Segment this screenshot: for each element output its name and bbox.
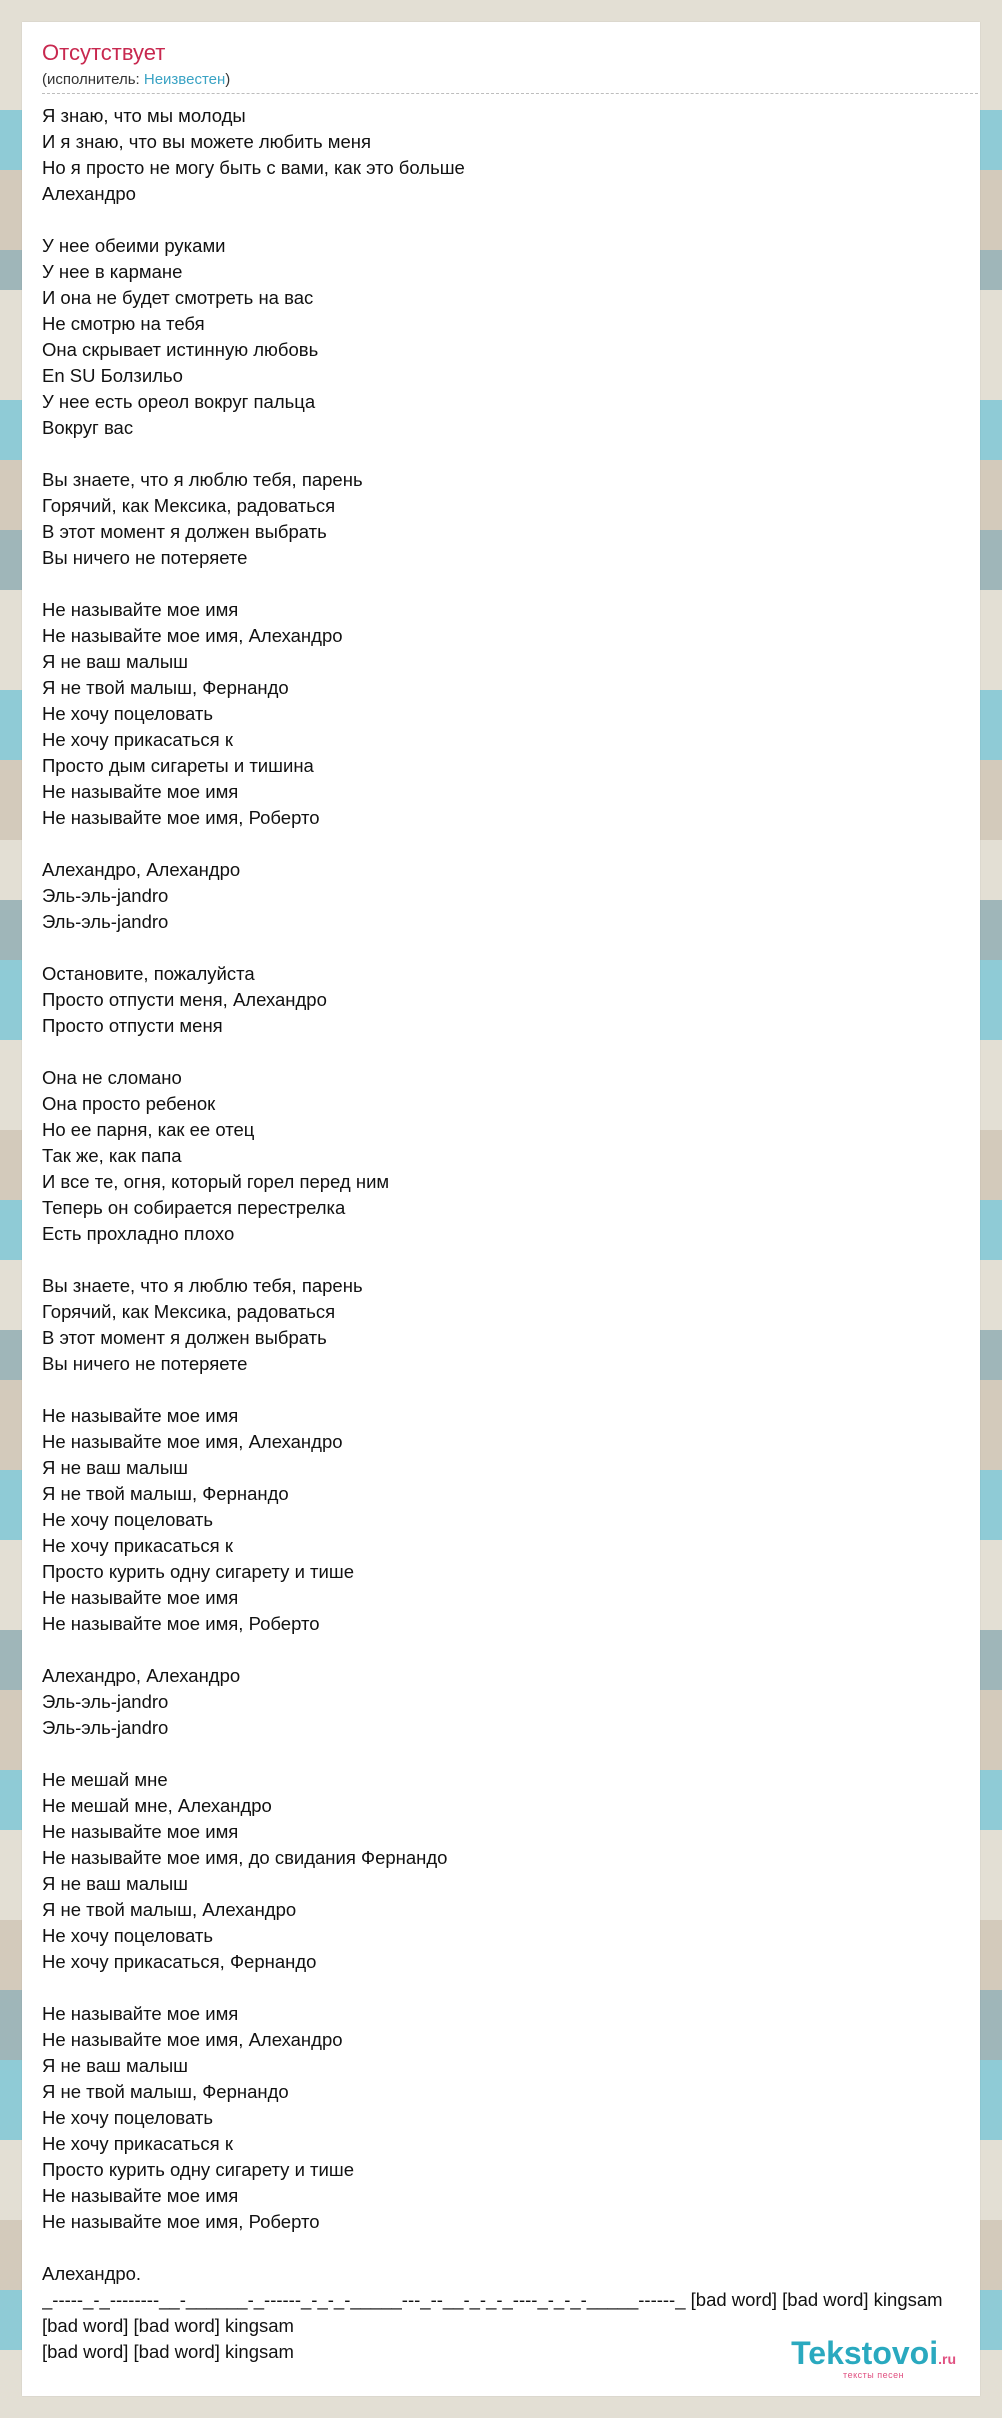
stanza-break xyxy=(42,2235,978,2261)
lyric-line: Просто дым сигареты и тишина xyxy=(42,755,314,776)
artist-line xyxy=(42,71,230,88)
stanza-break xyxy=(42,571,978,597)
lyric-line: Я знаю, что мы молоды xyxy=(42,105,246,126)
lyric-line: Не называйте мое имя xyxy=(42,2003,239,2024)
lyric-line: Не называйте мое имя xyxy=(42,2185,239,2206)
lyric-line: Не хочу поцеловать xyxy=(42,1509,214,1530)
stanza-break xyxy=(42,441,978,467)
lyric-line: Не хочу прикасаться к xyxy=(42,1535,233,1556)
brand-tld: .ru xyxy=(938,2351,956,2367)
title-divider xyxy=(42,93,978,94)
lyric-line: Не называйте мое имя xyxy=(42,1587,239,1608)
lyric-line: Я не ваш малыш xyxy=(42,1457,188,1478)
lyric-line: Вы ничего не потеряете xyxy=(42,547,248,568)
lyric-line: Просто курить одну сигарету и тише xyxy=(42,2159,354,2180)
lyric-line: В этот момент я должен выбрать xyxy=(42,1327,327,1348)
lyric-line: Не называйте мое имя xyxy=(42,599,239,620)
lyric-line: Горячий, как Мексика, радоваться xyxy=(42,495,336,516)
lyric-line: Теперь он собирается перестрелка xyxy=(42,1197,346,1218)
lyric-line: И все те, огня, который горел перед ним xyxy=(42,1171,390,1192)
lyric-line: Она просто ребенок xyxy=(42,1093,216,1114)
lyric-line: Эль-эль-jandro xyxy=(42,885,169,906)
lyric-line: Эль-эль-jandro xyxy=(42,911,169,932)
lyric-line: Алехандро. xyxy=(42,2263,142,2284)
lyric-line: Не называйте мое имя xyxy=(42,1405,239,1426)
lyric-line: Я не ваш малыш xyxy=(42,651,188,672)
lyric-line: Не называйте мое имя, Роберто xyxy=(42,1613,320,1634)
lyric-line: У нее есть ореол вокруг пальца xyxy=(42,391,316,412)
lyric-line: _-----_-_--------__-______-_------_-_-_-_____---_--__-_-_-_----_-_-_-_____------_ [bad word] [bad word] kingsam xyxy=(42,2289,943,2310)
lyric-line: Не хочу поцеловать xyxy=(42,703,214,724)
lyric-line: Не называйте мое имя xyxy=(42,781,239,802)
lyric-line: Остановите, пожалуйста xyxy=(42,963,255,984)
lyric-line: Я не твой малыш, Алехандро xyxy=(42,1899,297,1920)
lyric-line: Горячий, как Мексика, радоваться xyxy=(42,1301,336,1322)
lyric-line: Просто курить одну сигарету и тише xyxy=(42,1561,354,1582)
lyrics-card xyxy=(22,22,980,2396)
lyric-line: [bad word] [bad word] kingsam xyxy=(42,2315,294,2336)
lyric-line: [bad word] [bad word] kingsam xyxy=(42,2341,294,2362)
lyric-line: Не хочу поцеловать xyxy=(42,1925,214,1946)
lyric-line: Я не ваш малыш xyxy=(42,2055,188,2076)
lyric-line: Алехандро, Алехандро xyxy=(42,1665,241,1686)
stanza-break xyxy=(42,1039,978,1065)
lyric-line: Алехандро, Алехандро xyxy=(42,859,241,880)
lyric-line: Не хочу поцеловать xyxy=(42,2107,214,2128)
artist-suffix: ) xyxy=(225,71,231,88)
brand-tagline: тексты песен xyxy=(843,2370,905,2380)
site-logo[interactable] xyxy=(791,2336,956,2380)
lyric-line: Не хочу прикасаться, Фернандо xyxy=(42,1951,317,1972)
lyric-line: Эль-эль-jandro xyxy=(42,1717,169,1738)
lyric-line: Не смотрю на тебя xyxy=(42,313,205,334)
lyric-line: Просто отпусти меня xyxy=(42,1015,223,1036)
lyric-line: Так же, как папа xyxy=(42,1145,182,1166)
lyric-line: Не хочу прикасаться к xyxy=(42,729,233,750)
lyric-line: Я не твой малыш, Фернандо xyxy=(42,1483,289,1504)
stanza-break xyxy=(42,207,978,233)
artist-prefix: (исполнитель: xyxy=(42,71,144,88)
lyric-line: Вокруг вас xyxy=(42,417,134,438)
lyric-line: Но ее парня, как ее отец xyxy=(42,1119,255,1140)
lyric-line: Она не сломано xyxy=(42,1067,182,1088)
stanza-break xyxy=(42,831,978,857)
lyric-line: Не хочу прикасаться к xyxy=(42,2133,233,2154)
lyric-line: Не называйте мое имя, до свидания Фернандо xyxy=(42,1847,448,1868)
lyric-line: Не называйте мое имя, Роберто xyxy=(42,807,320,828)
lyric-line: Она скрывает истинную любовь xyxy=(42,339,319,360)
lyric-line: Не называйте мое имя, Алехандро xyxy=(42,2029,343,2050)
lyric-line: Вы ничего не потеряете xyxy=(42,1353,248,1374)
lyric-line: Алехандро xyxy=(42,183,136,204)
brand-name: Tekstovoi xyxy=(791,2335,939,2371)
stanza-break xyxy=(42,1637,978,1663)
lyric-line: У нее обеими руками xyxy=(42,235,226,256)
artist-link[interactable]: Неизвестен xyxy=(143,71,226,88)
lyric-line: У нее в кармане xyxy=(42,261,183,282)
lyric-line: Я не твой малыш, Фернандо xyxy=(42,677,289,698)
lyric-line: Не называйте мое имя xyxy=(42,1821,239,1842)
lyric-line: Просто отпусти меня, Алехандро xyxy=(42,989,327,1010)
lyric-line: В этот момент я должен выбрать xyxy=(42,521,327,542)
lyric-line: Эль-эль-jandro xyxy=(42,1691,169,1712)
stanza-break xyxy=(42,1247,978,1273)
lyric-line: Но я просто не могу быть с вами, как это больше xyxy=(42,157,465,178)
stanza-break xyxy=(42,1975,978,2001)
lyric-line: И она не будет смотреть на вас xyxy=(42,287,314,308)
lyric-line: Вы знаете, что я люблю тебя, парень xyxy=(42,1275,363,1296)
lyric-line: Вы знаете, что я люблю тебя, парень xyxy=(42,469,363,490)
lyric-line: Не мешай мне, Алехандро xyxy=(42,1795,272,1816)
lyric-line: Есть прохладно плохо xyxy=(42,1223,235,1244)
lyrics-text xyxy=(42,103,978,2389)
song-title: Отсутствует xyxy=(42,40,166,65)
lyric-line: Не называйте мое имя, Алехандро xyxy=(42,1431,343,1452)
lyric-line: Не мешай мне xyxy=(42,1769,168,1790)
stanza-break xyxy=(42,1741,978,1767)
lyric-line: Я не ваш малыш xyxy=(42,1873,188,1894)
lyric-line: En SU Болзильо xyxy=(42,365,183,386)
lyric-line: Я не твой малыш, Фернандо xyxy=(42,2081,289,2102)
lyric-line: Не называйте мое имя, Роберто xyxy=(42,2211,320,2232)
stanza-break xyxy=(42,1377,978,1403)
lyric-line: И я знаю, что вы можете любить меня xyxy=(42,131,371,152)
lyric-line: Не называйте мое имя, Алехандро xyxy=(42,625,343,646)
stanza-break xyxy=(42,935,978,961)
